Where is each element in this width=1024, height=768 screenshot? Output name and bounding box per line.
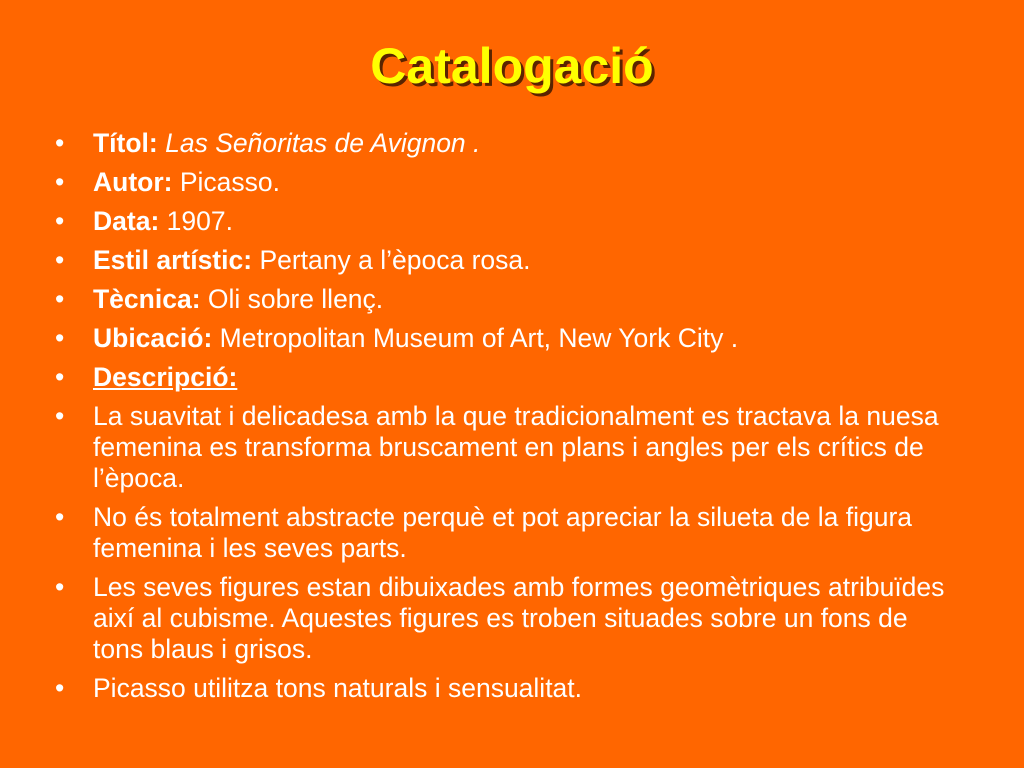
bullet-value: Picasso.: [179, 167, 281, 197]
slide-title: Catalogació: [370, 38, 654, 94]
bullet-label: Estil artístic:: [93, 245, 253, 275]
bullet-descripcio: [55, 362, 965, 393]
bullet-value: Oli sobre llenç.: [207, 284, 384, 314]
bullet-data: [55, 206, 965, 237]
bullet-label: Autor:: [93, 167, 173, 197]
bullet-value: Pertany a l’època rosa.: [259, 245, 531, 275]
description-item: • Picasso utilitza tons naturals i sensualitat.: [55, 673, 965, 704]
description-item: • La suavitat i delicadesa amb la que tradicionalment es tractava la nuesa femenina es transforma bruscament en plans i angles per els crítics de l’època.: [55, 401, 965, 494]
bullet-label: Títol:: [93, 128, 158, 158]
bullet-label: Descripció:: [93, 362, 238, 392]
bullet-tecnica: [55, 284, 965, 315]
bullet-label: Tècnica:: [93, 284, 201, 314]
bullet-estil: [55, 245, 965, 276]
description-item: • Les seves figures estan dibuixades amb formes geomètriques atribuïdes així al cubisme. Aquestes figures es troben situades sobre un fons de tons blaus i grisos.: [55, 572, 965, 665]
bullet-value: Metropolitan Museum of Art, New York City .: [219, 323, 739, 353]
bullet-label: Ubicació:: [93, 323, 213, 353]
bullet-label: Data:: [93, 206, 160, 236]
bullet-list: [55, 128, 965, 712]
bullet-value: 1907.: [166, 206, 233, 236]
bullet-autor: [55, 167, 965, 198]
bullet-ubicacio: [55, 323, 965, 354]
bullet-value: Las Señoritas de Avignon .: [165, 128, 481, 158]
bullet-titol: [55, 128, 965, 159]
description-item: • No és totalment abstracte perquè et pot apreciar la silueta de la figura femenina i les seves parts.: [55, 502, 965, 564]
